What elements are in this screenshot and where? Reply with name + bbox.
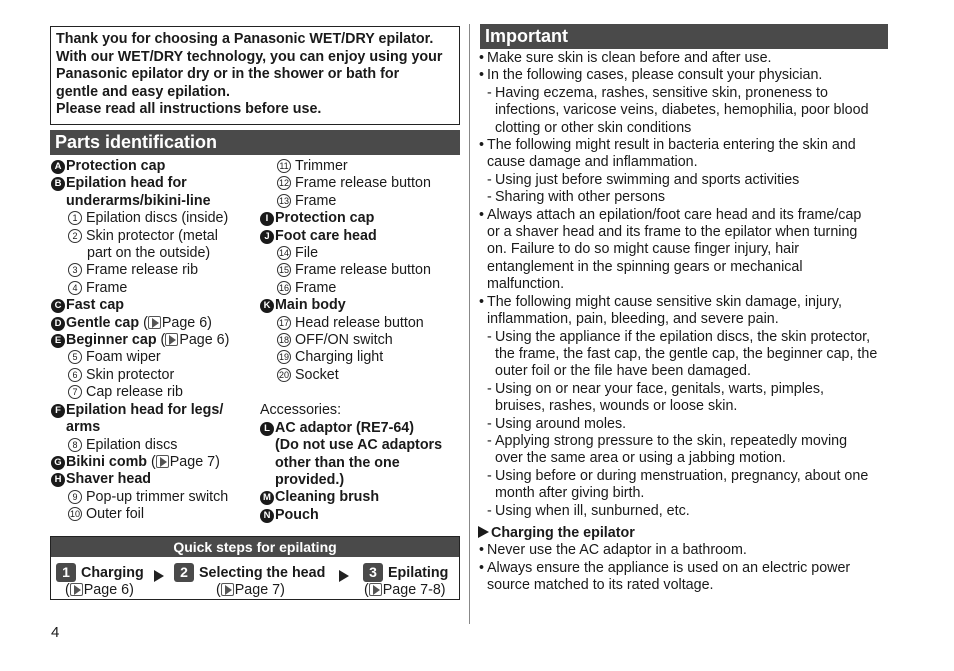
dash-text: Having eczema, rashes, sensitive skin, proneness to: [495, 84, 828, 101]
page-ref: Page 7-8): [382, 582, 446, 598]
part-label-cont: (Do not use AC adaptors: [275, 437, 443, 454]
letter-badge: I: [260, 212, 274, 226]
step-page-ref: [65, 582, 134, 599]
number-badge: 3: [68, 263, 82, 277]
subpart-item: [260, 262, 465, 279]
dash-mark: -: [487, 380, 492, 397]
column-divider: [469, 24, 470, 624]
step-label: Epilating: [388, 565, 449, 581]
step-number: 3: [363, 563, 383, 582]
step-page-ref: [364, 582, 446, 599]
subpart-label: Frame release button: [295, 175, 431, 192]
step-number: 1: [56, 563, 76, 582]
bullet-continuation: [478, 259, 898, 276]
bullet-item: [478, 207, 898, 224]
subheading-text: Charging the epilator: [491, 524, 635, 541]
letter-badge: K: [260, 299, 274, 313]
page-number: 4: [51, 624, 60, 641]
bullet-text: cause damage and inflammation.: [487, 154, 698, 171]
part-label: Pouch: [275, 506, 319, 523]
part-label-cont: other than the one: [275, 454, 400, 471]
part-label: Protection cap: [66, 158, 166, 174]
subpart-label: File: [295, 245, 319, 262]
number-badge: 19: [278, 352, 289, 363]
number-badge: 1: [68, 211, 82, 225]
step-label: Selecting the head: [199, 565, 326, 581]
bullet-text: source matched to its rated voltage.: [487, 577, 714, 594]
part-item: [51, 175, 261, 192]
number-badge: 5: [68, 350, 82, 364]
number-badge: 4: [68, 281, 82, 295]
part-label: Epilation head for legs/: [66, 401, 224, 418]
bullet-text: entanglement in the spinning gears or mechanical: [487, 258, 803, 275]
step-arrow-icon: [339, 570, 349, 582]
subpart-label: Pop-up trimmer switch: [86, 488, 229, 505]
subpart-label: Charging light: [295, 349, 384, 366]
letter-badge: N: [260, 509, 274, 523]
subpart-label: Epilation discs (inside): [86, 210, 229, 227]
charging-subheading: [478, 525, 898, 542]
letter-badge: M: [260, 491, 274, 505]
bullet-continuation: [478, 276, 898, 293]
number-badge: 8: [68, 438, 82, 452]
subpart-label: Cap release rib: [86, 384, 183, 401]
bullet-text: Make sure skin is clean before and after use.: [487, 50, 772, 66]
subpart-item: [260, 175, 465, 192]
number-badge: 2: [68, 229, 82, 243]
number-badge: 13: [278, 195, 289, 206]
part-label: Protection cap: [275, 210, 375, 227]
number-badge: 9: [68, 490, 82, 504]
letter-badge: C: [51, 299, 65, 313]
paren: (: [65, 582, 70, 598]
subpart-label: Frame release rib: [86, 262, 199, 279]
subpart-item: [51, 210, 261, 227]
dash-text: Using around moles.: [495, 415, 627, 432]
quick-steps-box: [50, 536, 460, 600]
dash-item: [478, 468, 898, 485]
dash-text: Using just before swimming and sports activities: [495, 171, 800, 188]
subpart-item: [260, 349, 465, 366]
part-label: Shaver head: [66, 471, 152, 488]
dash-mark: -: [487, 189, 492, 206]
dash-mark: -: [487, 84, 492, 101]
quick-steps-title: Quick steps for epilating: [51, 537, 459, 557]
part-item: [260, 297, 465, 314]
page-ref: Page 6): [179, 332, 230, 349]
step-arrow-icon: [154, 570, 164, 582]
part-item: [51, 471, 261, 488]
part-item: [260, 489, 465, 506]
subpart-label: Frame release button: [295, 262, 431, 279]
dash-text: outer foil or the file have been damaged.: [495, 363, 751, 380]
letter-badge: A: [51, 160, 65, 174]
dash-mark: -: [487, 502, 492, 519]
page-ref-arrow-icon: [148, 316, 161, 329]
dash-text: Applying strong pressure to the skin, repeatedly moving: [495, 432, 848, 449]
subpart-label: OFF/ON switch: [295, 332, 393, 349]
number-badge: 10: [69, 509, 80, 520]
dash-item: [478, 189, 898, 206]
bullet-text: Always ensure the appliance is used on an electric power: [487, 559, 851, 576]
dash-continuation: [478, 346, 898, 363]
dash-text: the frame, the fast cap, the gentle cap, the beginner cap, the: [495, 345, 878, 362]
subpart-item: [51, 228, 261, 245]
number-badge: 18: [278, 335, 289, 346]
bullet-continuation: [478, 311, 898, 328]
subpart-item: [260, 367, 465, 384]
subpart-label: Frame: [86, 279, 128, 296]
subpart-label-cont: part on the outside): [87, 245, 211, 262]
part-item: [260, 507, 465, 524]
subpart-item: [260, 332, 465, 349]
letter-badge: E: [51, 334, 65, 348]
bullet-text: or a shaver head and its frame to the epilator when turning: [487, 224, 858, 241]
dash-mark: -: [487, 328, 492, 345]
subpart-item: [51, 489, 261, 506]
dash-continuation: [478, 398, 898, 415]
dash-continuation: [478, 363, 898, 380]
letter-badge: B: [51, 177, 65, 191]
part-label: Gentle cap: [66, 314, 140, 331]
letter-badge: F: [51, 404, 65, 418]
letter-badge: D: [51, 317, 65, 331]
dash-mark: -: [487, 415, 492, 432]
triangle-icon: [478, 526, 489, 538]
part-item: [51, 297, 261, 314]
important-section-title: Important: [480, 24, 888, 49]
parts-column-right: [260, 158, 465, 524]
dash-text: Sharing with other persons: [495, 189, 666, 206]
dash-text: Using before or during menstruation, pregnancy, about one: [495, 467, 869, 484]
intro-line: Panasonic epilator dry or in the shower or bath for: [56, 66, 400, 83]
part-label: Cleaning brush: [275, 489, 380, 506]
dash-text: Using on or near your face, genitals, warts, pimples,: [495, 380, 824, 397]
bullet-continuation: [478, 577, 898, 594]
dash-mark: -: [487, 432, 492, 449]
accessories-label: Accessories:: [260, 402, 342, 419]
subpart-item: [260, 158, 465, 175]
subpart-item: [51, 437, 261, 454]
parts-column-left: [51, 158, 261, 524]
step-number: 2: [174, 563, 194, 582]
part-item: [51, 402, 261, 419]
bullet-item: [478, 560, 898, 577]
part-item: E Beginner cap ( Page 6): [51, 332, 261, 349]
subpart-label: Foam wiper: [86, 349, 161, 366]
number-badge: 7: [68, 385, 82, 399]
page-ref-arrow-icon: [165, 333, 178, 346]
bullet-text: The following might cause sensitive skin damage, injury,: [487, 293, 842, 310]
part-label: Fast cap: [66, 297, 125, 314]
part-item: G Bikini comb ( Page 7): [51, 454, 261, 471]
part-item: [260, 210, 465, 227]
dash-continuation: [478, 485, 898, 502]
dash-item: [478, 329, 898, 346]
page-ref-arrow-icon: [70, 583, 83, 596]
bullet-text: Always attach an epilation/foot care head and its frame/cap: [487, 206, 862, 223]
part-label-cont: arms: [66, 419, 101, 436]
dash-mark: -: [487, 467, 492, 484]
part-item: [51, 158, 261, 175]
number-badge: 6: [68, 368, 82, 382]
bullet-text: malfunction.: [487, 276, 565, 293]
dash-item: [478, 416, 898, 433]
subpart-item: [51, 506, 261, 523]
dash-text: infections, varicose veins, diabetes, hemophilia, poor blood: [495, 102, 869, 119]
part-item: D Gentle cap ( Page 6): [51, 315, 261, 332]
letter-badge: L: [260, 422, 274, 436]
parts-section-title: Parts identification: [50, 130, 460, 155]
subpart-item: [260, 245, 465, 262]
subpart-item: [260, 280, 465, 297]
dash-mark: -: [487, 171, 492, 188]
part-label: AC adaptor (RE7-64): [275, 419, 415, 436]
dash-text: Using the appliance if the epilation discs, the skin protector,: [495, 328, 871, 345]
page-ref: Page 7): [169, 453, 220, 470]
bullet-item: [478, 294, 898, 311]
bullet-text: The following might result in bacteria entering the skin and: [487, 137, 856, 154]
subpart-item: [51, 367, 261, 384]
dash-continuation: [478, 102, 898, 119]
part-label-cont: underarms/bikini-line: [66, 192, 211, 209]
subpart-label: Trimmer: [295, 158, 348, 174]
bullet-text: on. Failure to do so might cause finger injury, hair: [487, 241, 800, 258]
dash-item: [478, 172, 898, 189]
page-ref-arrow-icon: [156, 455, 169, 468]
bullet-continuation: [478, 154, 898, 171]
dash-text: month after giving birth.: [495, 485, 645, 502]
page-ref: Page 6): [161, 314, 212, 331]
subpart-label: Frame: [295, 279, 337, 296]
intro-box: [50, 26, 460, 125]
subpart-item: [51, 349, 261, 366]
number-badge: 15: [278, 265, 289, 276]
part-item: [260, 420, 465, 437]
part-label: Bikini comb: [66, 453, 148, 470]
bullet-item: [478, 137, 898, 154]
bullet-text: inflammation, pain, bleeding, and severe pain.: [487, 311, 779, 328]
part-label: Beginner cap: [66, 332, 157, 349]
subpart-item: [260, 315, 465, 332]
subpart-label: Epilation discs: [86, 436, 178, 453]
part-label: Main body: [275, 297, 346, 314]
page-ref: Page 7): [234, 582, 285, 598]
letter-badge: J: [260, 230, 274, 244]
bullet-item: [478, 67, 898, 84]
paren: (: [364, 582, 369, 598]
letter-badge: H: [51, 473, 65, 487]
important-list: [478, 50, 898, 595]
part-label: Foot care head: [275, 227, 377, 244]
part-item: [260, 228, 465, 245]
subpart-label: Outer foil: [86, 506, 145, 523]
dash-item: [478, 85, 898, 102]
bullet-continuation: [478, 241, 898, 258]
number-badge: 20: [278, 369, 289, 380]
bullet-continuation: [478, 224, 898, 241]
paren: (: [216, 582, 221, 598]
dash-item: [478, 381, 898, 398]
dash-text: bruises, rashes, wounds or loose skin.: [495, 398, 738, 415]
bullet-text: In the following cases, please consult your physician.: [487, 67, 823, 84]
subpart-label: Skin protector (metal: [86, 227, 218, 244]
quick-step: [174, 563, 325, 582]
subpart-label: Skin protector: [86, 366, 175, 383]
dash-item: [478, 503, 898, 520]
bullet-item: [478, 50, 898, 67]
dash-continuation: [478, 120, 898, 137]
dash-text: clotting or other skin conditions: [495, 119, 692, 136]
subpart-item: [260, 193, 465, 210]
letter-badge: G: [51, 456, 65, 470]
subpart-item: [51, 262, 261, 279]
number-badge: 16: [278, 282, 289, 293]
quick-step: [363, 563, 448, 582]
step-page-ref: [216, 582, 285, 599]
bullet-item: [478, 542, 898, 559]
dash-continuation: [478, 450, 898, 467]
subpart-label: Head release button: [295, 314, 424, 331]
subpart-item: [51, 280, 261, 297]
dash-item: [478, 433, 898, 450]
subpart-label: Socket: [295, 366, 339, 383]
intro-line: Thank you for choosing a Panasonic WET/DRY epilator.: [56, 31, 434, 47]
part-label-cont: provided.): [275, 471, 345, 488]
bullet-text: Never use the AC adaptor in a bathroom.: [487, 542, 747, 559]
subpart-item: [51, 384, 261, 401]
dash-text: over the same area or using a jabbing motion.: [495, 450, 786, 467]
dash-text: Using when ill, sunburned, etc.: [495, 502, 690, 519]
subpart-label: Frame: [295, 192, 337, 209]
number-badge: 14: [278, 248, 289, 259]
number-badge: 12: [278, 178, 289, 189]
page-ref-arrow-icon: [221, 583, 234, 596]
number-badge: 17: [278, 317, 289, 328]
step-label: Charging: [81, 565, 144, 581]
page-ref: Page 6): [83, 582, 134, 598]
quick-step: [56, 563, 144, 582]
number-badge: 11: [277, 159, 291, 173]
intro-line: With our WET/DRY technology, you can enjoy using your: [56, 48, 443, 65]
page-ref-arrow-icon: [369, 583, 382, 596]
intro-line: gentle and easy epilation.: [56, 83, 230, 100]
intro-line: Please read all instructions before use.: [56, 101, 322, 118]
part-label: Epilation head for: [66, 175, 187, 192]
